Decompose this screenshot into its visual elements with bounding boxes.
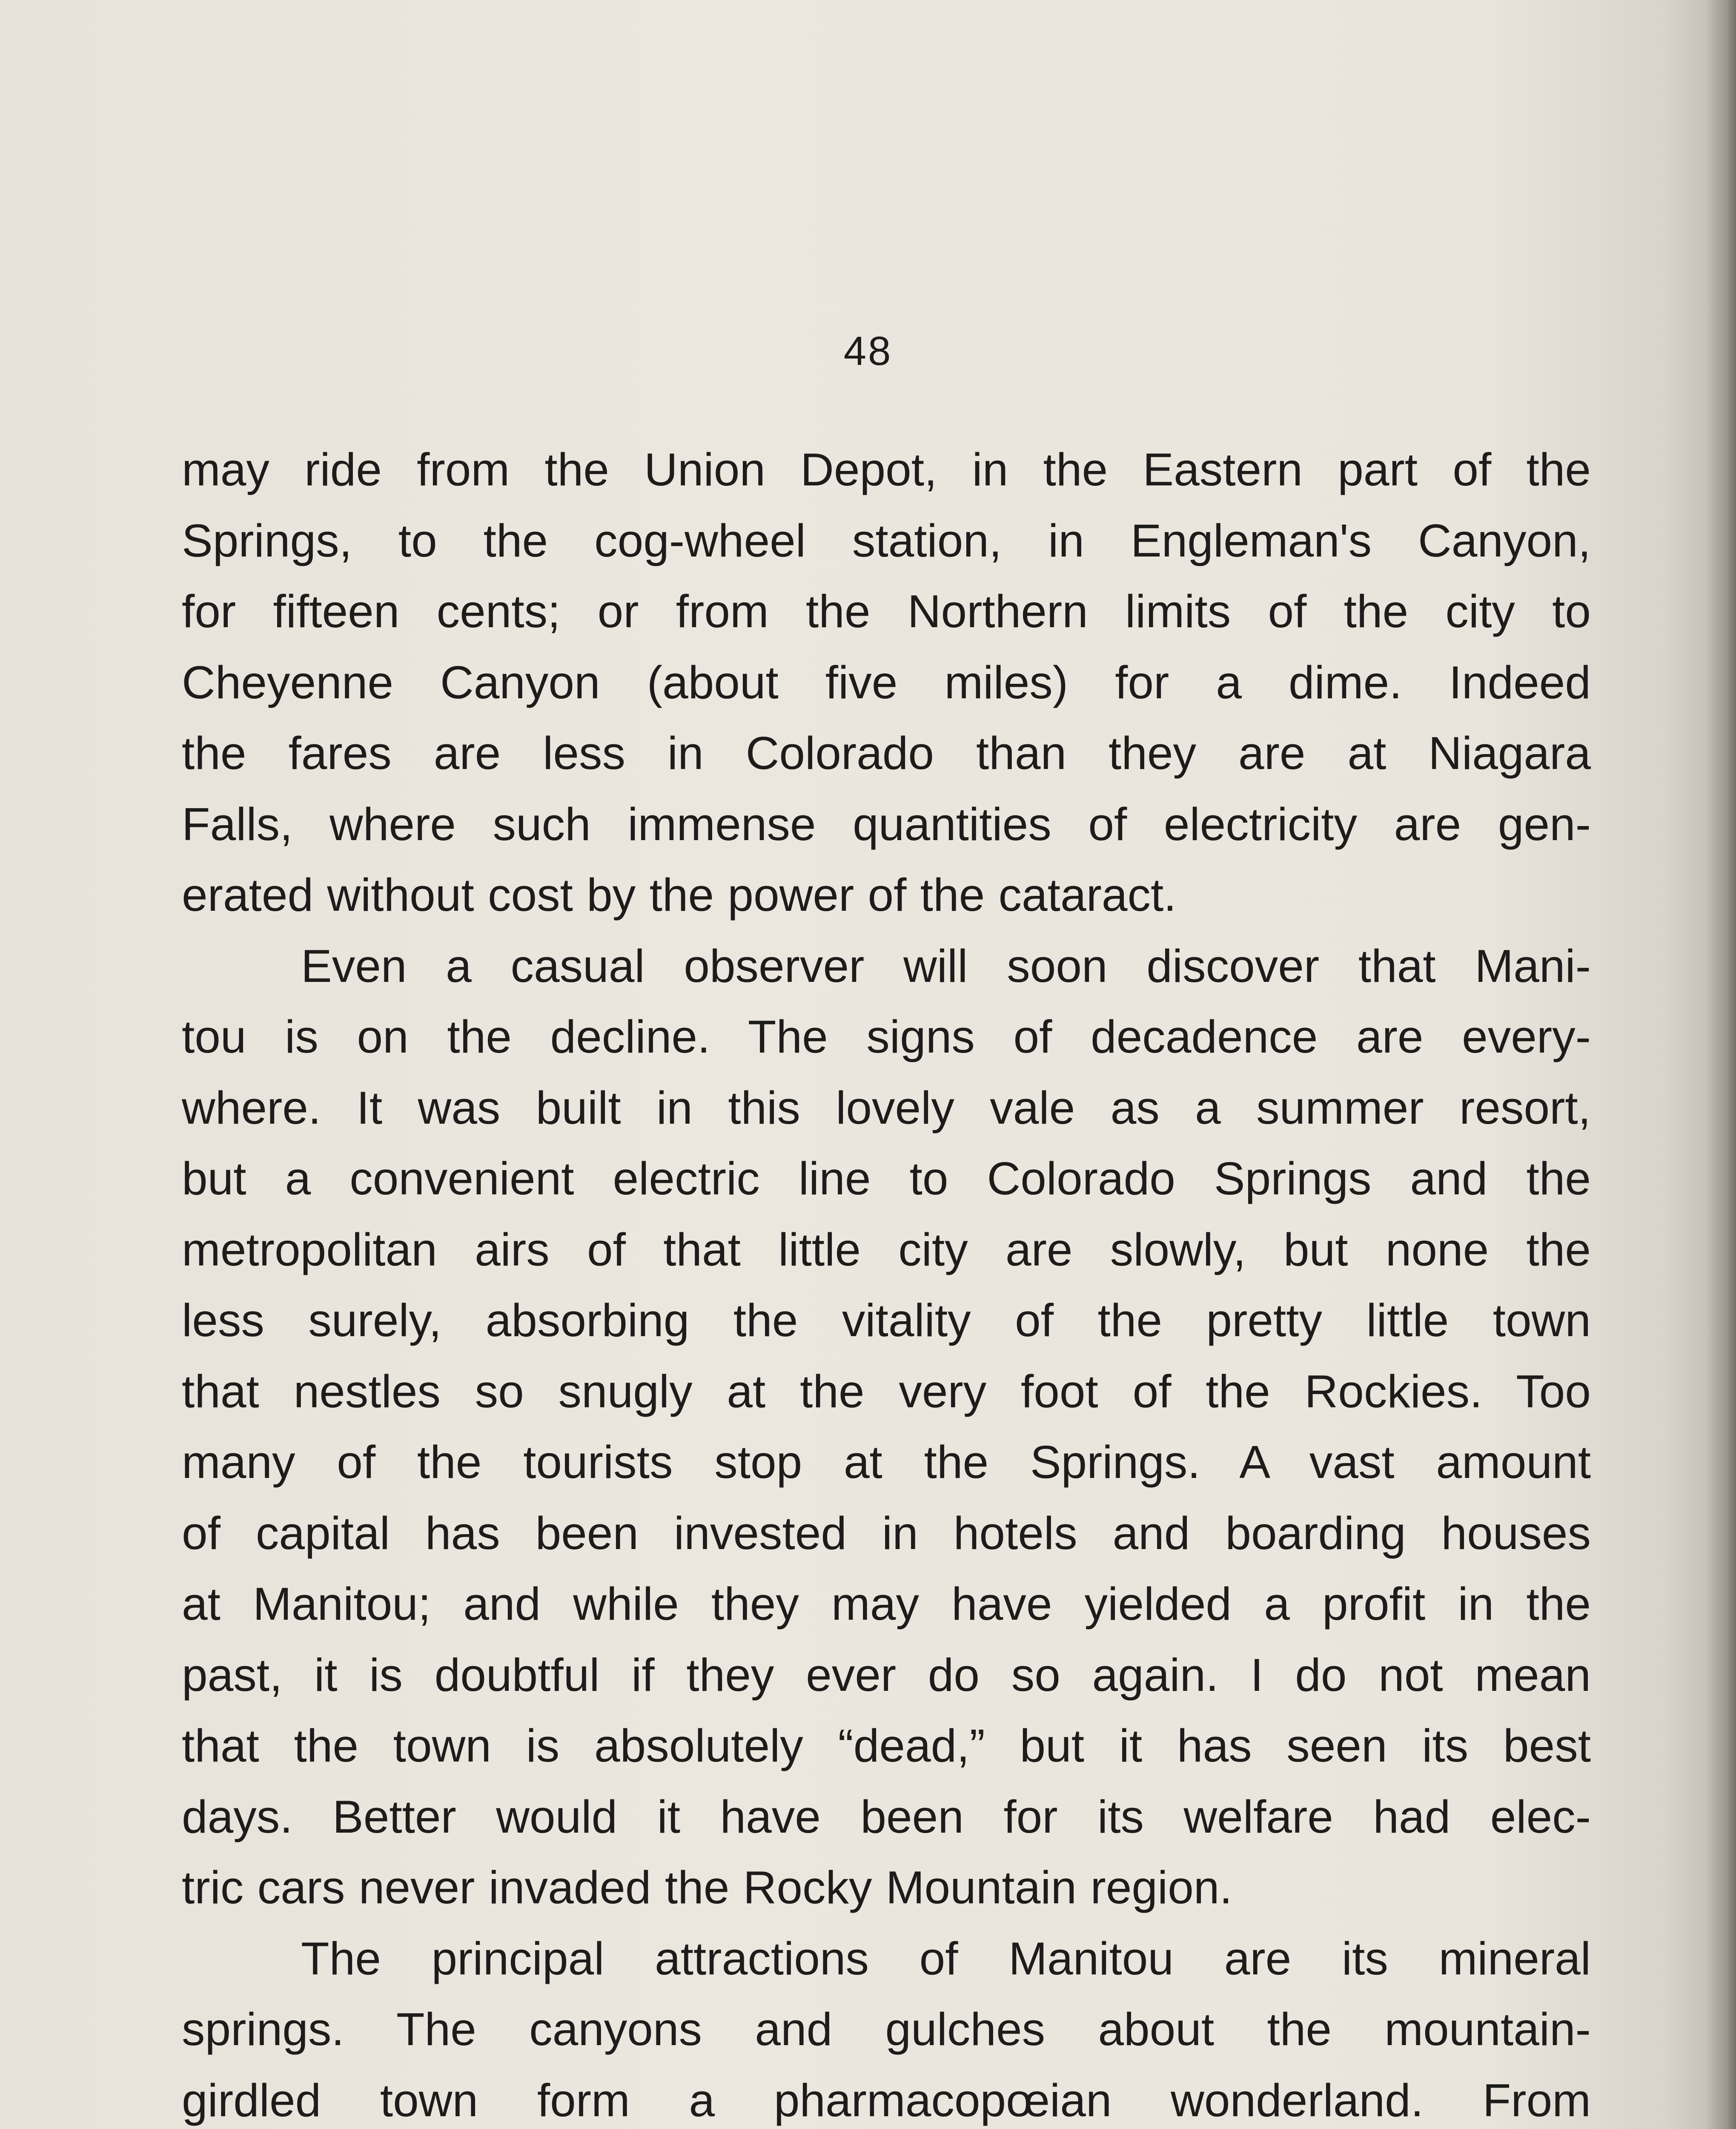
text-line: Falls, where such immense quantities of electricity are gen- xyxy=(182,798,1591,850)
page-edge-shadow xyxy=(1706,0,1736,2129)
text-line: erated without cost by the power of the cataract. xyxy=(182,869,1177,921)
body-text xyxy=(182,434,1591,2129)
text-line: less surely, absorbing the vitality of the pretty little town xyxy=(182,1294,1591,1346)
text-line: metropolitan airs of that little city are slowly, but none the xyxy=(182,1223,1591,1276)
text-line: may ride from the Union Depot, in the Eastern part of the xyxy=(182,444,1591,496)
text-line: Even a casual observer will soon discover that Mani- xyxy=(301,940,1591,992)
text-line: springs. The canyons and gulches about the mountain- xyxy=(182,2003,1591,2055)
text-line: Cheyenne Canyon (about five miles) for a dime. Indeed xyxy=(182,656,1591,709)
text-line: The principal attractions of Manitou are its mineral xyxy=(301,1932,1591,1985)
text-line: tou is on the decline. The signs of decadence are every- xyxy=(182,1011,1591,1063)
text-line: of capital has been invested in hotels and boarding houses xyxy=(182,1507,1591,1559)
text-line: that the town is absolutely “dead,” but it has seen its best xyxy=(182,1720,1591,1772)
text-line: at Manitou; and while they may have yielded a profit in the xyxy=(182,1578,1591,1630)
text-line: that nestles so snugly at the very foot of the Rockies. Too xyxy=(182,1365,1591,1417)
text-line: tric cars never invaded the Rocky Mountain region. xyxy=(182,1862,1232,1914)
text-line: girdled town form a pharmacopœian wonderland. From xyxy=(182,2074,1591,2126)
text-line: days. Better would it have been for its welfare had elec- xyxy=(182,1790,1591,1843)
text-line: where. It was built in this lovely vale as a summer resort, xyxy=(182,1082,1591,1134)
text-line: Springs, to the cog-wheel station, in Engleman's Canyon, xyxy=(182,514,1591,567)
text-line: many of the tourists stop at the Springs. A vast amount xyxy=(182,1436,1591,1488)
text-line: for fifteen cents; or from the Northern limits of the city to xyxy=(182,585,1591,637)
text-line: past, it is doubtful if they ever do so again. I do not mean xyxy=(182,1649,1591,1701)
text-line: but a convenient electric line to Colorado Springs and the xyxy=(182,1153,1591,1205)
page-number: 48 xyxy=(843,328,893,374)
text-line: the fares are less in Colorado than they are at Niagara xyxy=(182,727,1591,779)
